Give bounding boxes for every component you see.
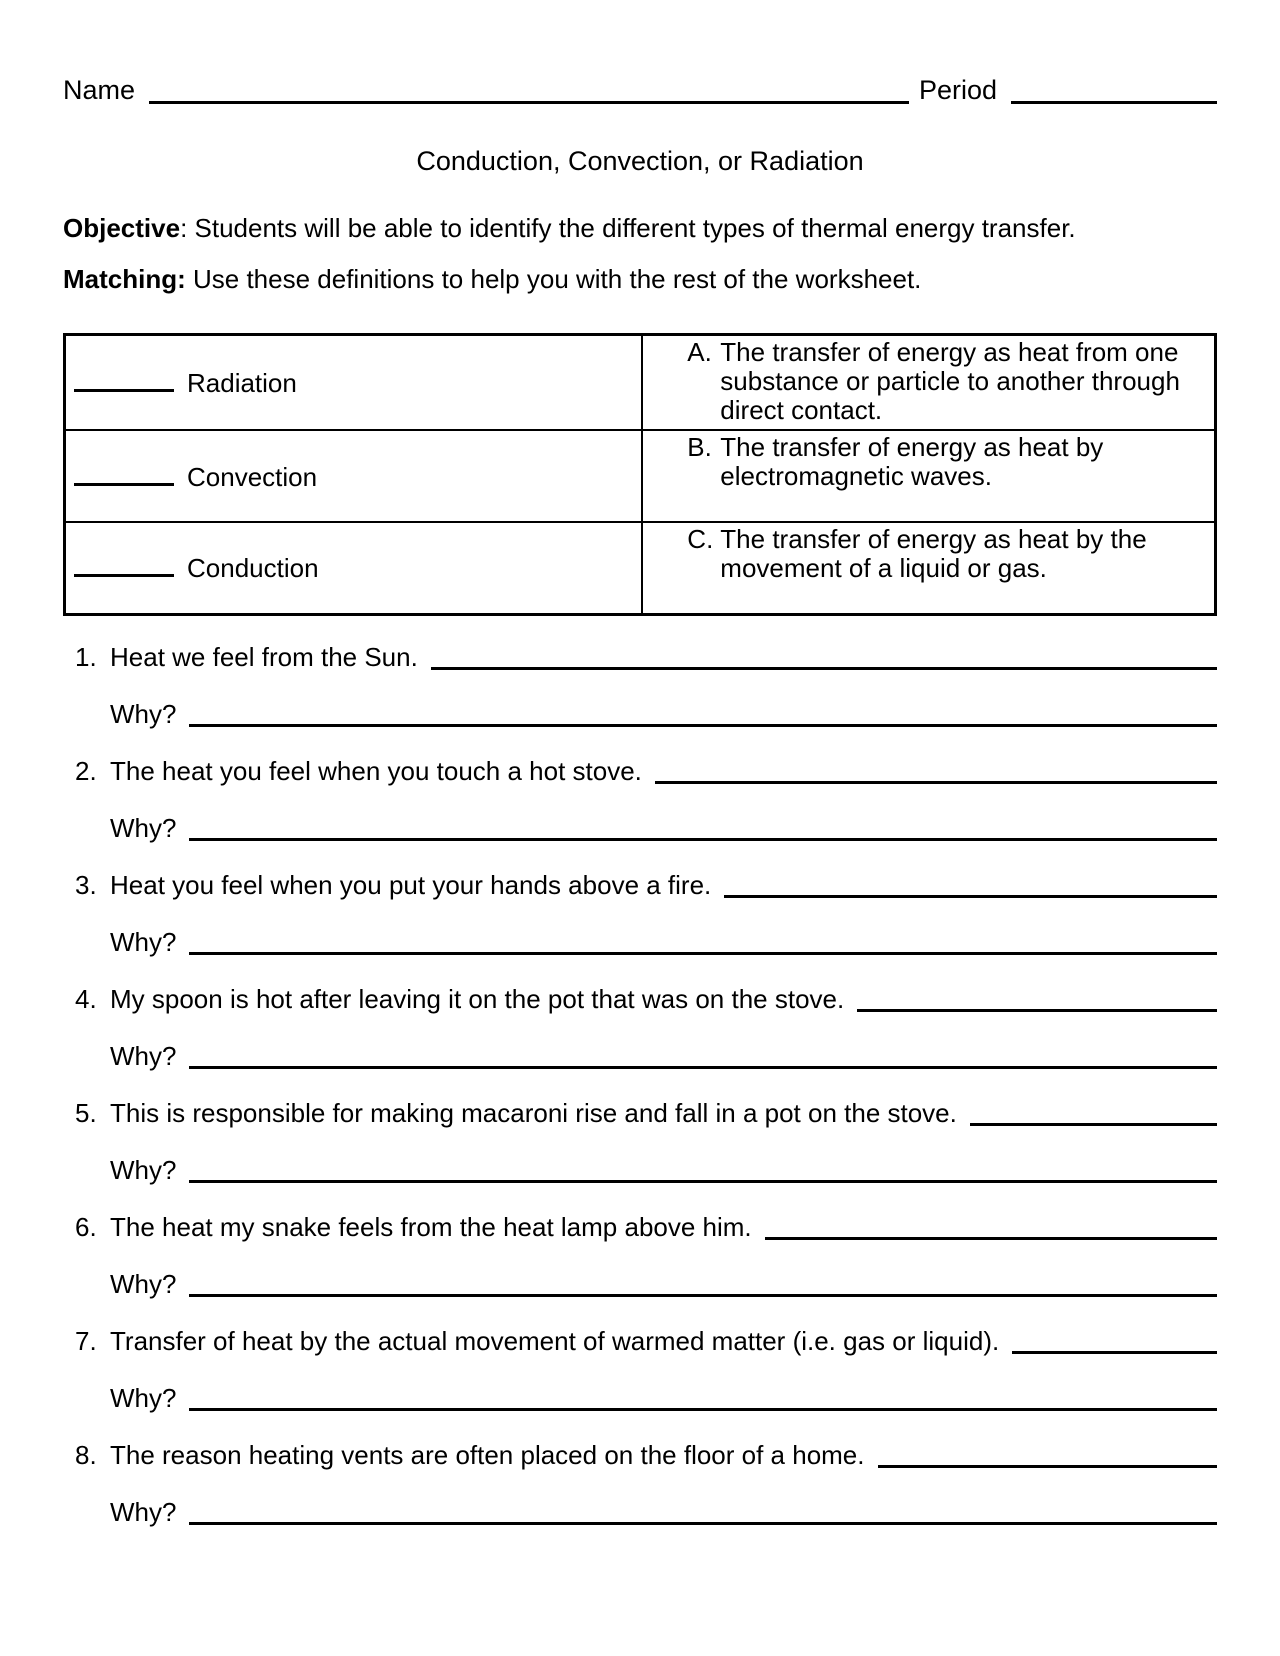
term-label: Radiation (187, 368, 297, 398)
question-text: The heat my snake feels from the heat lamp above him. (110, 1211, 752, 1242)
why-label: Why? (110, 1268, 177, 1299)
objective-label: Objective (63, 213, 181, 243)
question-text: The reason heating vents are often placed on the floor of a home. (110, 1439, 865, 1470)
table-row (65, 335, 1216, 431)
question-5-why-blank (189, 1180, 1217, 1183)
question-number: 6. (75, 1211, 97, 1242)
definition-letter: B. (687, 432, 712, 462)
question-7-why-row (63, 1357, 1217, 1414)
question-6-row (63, 1186, 1217, 1243)
definition-cell-a (642, 335, 1215, 431)
question-number: 8. (75, 1439, 97, 1470)
why-label: Why? (110, 812, 177, 843)
question-7-why-blank (189, 1408, 1217, 1411)
question-7-row (63, 1300, 1217, 1357)
question-1-answer-blank (431, 667, 1217, 670)
why-label: Why? (110, 1154, 177, 1185)
question-3-answer-blank (724, 895, 1217, 898)
question-7-answer-blank (1012, 1351, 1217, 1354)
question-text: The heat you feel when you touch a hot stove. (110, 755, 642, 786)
definition (687, 433, 1208, 491)
definition-text: The transfer of energy as heat by the movement of a liquid or gas. (720, 524, 1147, 583)
question-6-why-row (63, 1243, 1217, 1300)
term-label: Conduction (187, 553, 319, 584)
question-1-row (63, 616, 1217, 673)
why-label: Why? (110, 1040, 177, 1071)
objective-text: : Students will be able to identify the different types of thermal energy transfer. (180, 213, 1076, 243)
question-4-row (63, 958, 1217, 1015)
question-number: 7. (75, 1325, 97, 1356)
why-label: Why? (110, 1382, 177, 1413)
question-5-row (63, 1072, 1217, 1129)
question-number: 1. (75, 641, 97, 672)
question-1-why-row (63, 673, 1217, 730)
question-6-why-blank (189, 1294, 1217, 1297)
question-1-why-blank (189, 724, 1217, 727)
question-text: My spoon is hot after leaving it on the pot that was on the stove. (110, 983, 845, 1014)
worksheet-title: Conduction, Convection, or Radiation (416, 146, 864, 176)
name-label: Name (63, 75, 136, 105)
question-number: 3. (75, 869, 97, 900)
table-row (65, 522, 1216, 614)
question-text: Transfer of heat by the actual movement of warmed matter (i.e. gas or liquid). (110, 1325, 1000, 1356)
definition (687, 338, 1208, 425)
term-blank-line (74, 460, 174, 486)
question-2-why-blank (189, 838, 1217, 841)
period-blank-line (1011, 101, 1217, 104)
why-label: Why? (110, 698, 177, 729)
definition-cell-b (642, 430, 1215, 522)
matching-table (63, 333, 1217, 616)
definition-text: The transfer of energy as heat by electromagnetic waves. (720, 432, 1104, 491)
question-number: 4. (75, 983, 97, 1014)
term-cell-conduction (65, 522, 643, 614)
question-8-why-row (63, 1471, 1217, 1528)
matching-text: Use these definitions to help you with the rest of the worksheet. (185, 264, 922, 294)
definition-letter: A. (687, 337, 712, 367)
question-4-why-row (63, 1015, 1217, 1072)
period-label: Period (918, 75, 997, 105)
question-number: 2. (75, 755, 97, 786)
matching-paragraph (63, 264, 1217, 295)
why-label: Why? (110, 1496, 177, 1527)
question-text: This is responsible for making macaroni rise and fall in a pot on the stove. (110, 1097, 957, 1128)
definition-text: The transfer of energy as heat from one substance or particle to another through direct contact. (720, 337, 1180, 425)
question-4-why-blank (189, 1066, 1217, 1069)
question-3-row (63, 844, 1217, 901)
term-blank-line (74, 551, 174, 577)
definition-cell-c (642, 522, 1215, 614)
question-3-why-blank (189, 952, 1217, 955)
question-3-why-row (63, 901, 1217, 958)
question-8-row (63, 1414, 1217, 1471)
table-row (65, 430, 1216, 522)
question-text: Heat we feel from the Sun. (110, 641, 418, 672)
question-8-answer-blank (878, 1465, 1218, 1468)
question-6-answer-blank (765, 1237, 1217, 1240)
question-5-why-row (63, 1129, 1217, 1186)
question-2-why-row (63, 787, 1217, 844)
question-2-answer-blank (655, 781, 1217, 784)
question-text: Heat you feel when you put your hands above a fire. (110, 869, 712, 900)
matching-label: Matching: (63, 264, 186, 294)
question-number: 5. (75, 1097, 97, 1128)
header-row (63, 72, 1217, 106)
definition-letter: C. (687, 524, 714, 554)
term-cell-radiation (65, 335, 643, 431)
question-8-why-blank (189, 1522, 1217, 1525)
term-blank-line (74, 366, 174, 392)
why-label: Why? (110, 926, 177, 957)
term-label: Convection (187, 461, 318, 492)
question-2-row (63, 730, 1217, 787)
questions-section (63, 616, 1217, 1528)
definition (687, 525, 1208, 583)
name-blank-line (149, 101, 909, 104)
objective-paragraph (63, 213, 1217, 244)
question-4-answer-blank (857, 1009, 1217, 1012)
question-5-answer-blank (970, 1123, 1217, 1126)
term-cell-convection (65, 430, 643, 522)
